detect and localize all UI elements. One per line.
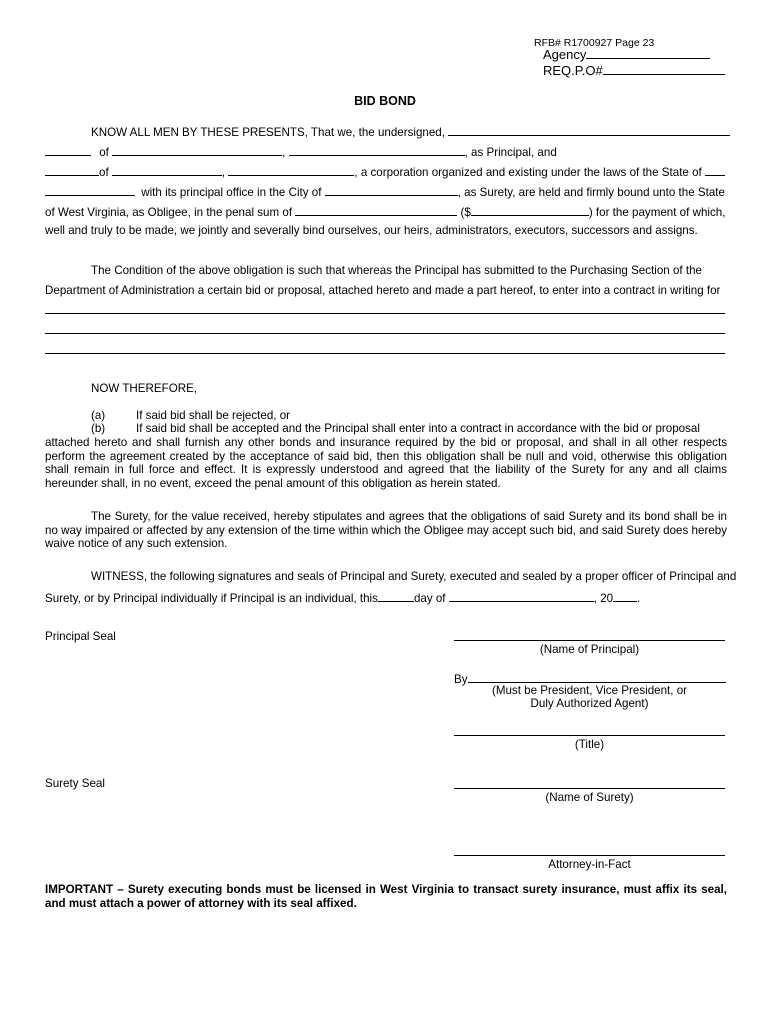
penal-sum-line bbox=[45, 204, 725, 219]
now-therefore-heading: NOW THEREFORE, bbox=[91, 382, 198, 395]
clause-b-body: attached hereto and shall furnish any other bonds and insurance required by the bid or proposal, and shall in all other respects perform the agreement created by the acceptance of said bid, then this obligation shall be null and void, otherwise this obligation shall remain in full force and effect. It is expressly understood and agreed that the liability of the Surety for any and all claims hereunder shall, in no event, exceed the penal amount of this obligation as herein stated. bbox=[45, 436, 727, 490]
clause-b-label: (b) bbox=[91, 422, 106, 435]
title-signature-line[interactable] bbox=[454, 735, 725, 736]
witness-individual-text: Surety, or by Principal individually if Principal is an individual, this bbox=[45, 592, 378, 605]
principal-signature-line[interactable] bbox=[454, 640, 725, 641]
witness-line-2 bbox=[45, 590, 640, 605]
by-label: By bbox=[454, 673, 468, 686]
attorney-in-fact-caption: Attorney-in-Fact bbox=[548, 858, 631, 871]
surety-seal-label: Surety Seal bbox=[45, 777, 105, 790]
contract-description-line-2[interactable] bbox=[45, 333, 725, 334]
clause-a bbox=[91, 409, 291, 422]
name-of-principal-caption: (Name of Principal) bbox=[539, 643, 640, 656]
req-po-field bbox=[543, 63, 725, 78]
month-blank[interactable] bbox=[449, 590, 594, 602]
dollar-sign: ($ bbox=[460, 206, 471, 219]
incorporation-state-blank[interactable] bbox=[705, 164, 725, 176]
condition-line-2: Department of Administration a certain bid or proposal, attached hereto and made a part hereof, to enter into a contract in writing for bbox=[45, 284, 721, 297]
witness-period: . bbox=[637, 592, 641, 605]
rfb-page-number: RFB# R1700927 Page 23 bbox=[534, 37, 655, 49]
req-po-label: REQ.P.O# bbox=[543, 63, 603, 78]
day-blank[interactable] bbox=[378, 590, 414, 602]
clause-b-first-text: If said bid shall be accepted and the Principal shall enter into a contract in accordance with the bid or proposal bbox=[136, 422, 700, 435]
clause-b-first-line bbox=[91, 422, 700, 435]
clause-a-label: (a) bbox=[91, 409, 106, 422]
principal-line bbox=[45, 144, 557, 159]
of-label-2: of bbox=[99, 166, 109, 179]
payment-text: ) for the payment of which, bbox=[588, 206, 726, 219]
principal-seal-label: Principal Seal bbox=[45, 630, 116, 643]
corporation-text: , a corporation organized and existing under the laws of the State of bbox=[354, 166, 702, 179]
condition-line-1: The Condition of the above obligation is such that whereas the Principal has submitted to the Purchasing Section of the bbox=[91, 264, 702, 277]
by-signature-blank[interactable] bbox=[468, 671, 726, 683]
authority-caption-line-1: (Must be President, Vice President, or bbox=[491, 684, 688, 697]
agency-field bbox=[543, 47, 710, 62]
day-of-text: day of bbox=[413, 592, 446, 605]
office-city-blank[interactable] bbox=[325, 184, 458, 196]
surety-office-line bbox=[45, 184, 725, 199]
comma-2: , bbox=[221, 166, 226, 179]
comma: , bbox=[282, 146, 286, 159]
as-principal-text: , as Principal, and bbox=[464, 146, 557, 159]
req-po-blank[interactable] bbox=[603, 63, 725, 75]
surety-signature-line[interactable] bbox=[454, 788, 725, 789]
west-virginia-text: of West Virginia, as Obligee, in the penal sum of bbox=[45, 206, 293, 219]
surety-office-blank[interactable] bbox=[45, 184, 135, 196]
document-title: BID BOND bbox=[354, 94, 416, 108]
agency-blank[interactable] bbox=[586, 47, 710, 59]
clause-a-text: If said bid shall be rejected, or bbox=[136, 409, 291, 422]
penal-sum-words-blank[interactable] bbox=[295, 204, 457, 216]
name-of-surety-caption: (Name of Surety) bbox=[545, 791, 634, 804]
surety-paragraph: The Surety, for the value received, hereby stipulates and agrees that the obligations of said Surety and its bond shall be in no way impaired or affected by any extension of the time within which the Obligee may accept such bid, and said Surety does hereby waive notice of any such extension. bbox=[45, 510, 727, 551]
title-caption: (Title) bbox=[574, 738, 605, 751]
contract-description-line-1[interactable] bbox=[45, 313, 725, 314]
surety-city-blank[interactable] bbox=[112, 164, 222, 176]
principal-state-blank[interactable] bbox=[289, 144, 465, 156]
authority-caption-line-2: Duly Authorized Agent) bbox=[530, 697, 649, 710]
surety-state-blank[interactable] bbox=[228, 164, 354, 176]
bind-ourselves-line: well and truly to be made, we jointly and severally bind ourselves, our heirs, administrators, executors, successors and assigns. bbox=[45, 224, 698, 237]
know-all-men-text: KNOW ALL MEN BY THESE PRESENTS, That we, the undersigned, bbox=[91, 126, 445, 139]
as-surety-text: , as Surety, are held and firmly bound unto the State bbox=[457, 186, 725, 199]
contract-description-line-3[interactable] bbox=[45, 353, 725, 354]
penal-sum-amount-blank[interactable] bbox=[471, 204, 589, 216]
of-label: of bbox=[99, 146, 109, 159]
important-notice: IMPORTANT – Surety executing bonds must be licensed in West Virginia to transact surety insurance, must affix its seal, and must attach a power of attorney with its seal affixed. bbox=[45, 883, 727, 910]
know-all-men-line bbox=[91, 124, 730, 139]
principal-city-blank[interactable] bbox=[112, 144, 282, 156]
year-blank[interactable] bbox=[613, 590, 637, 602]
undersigned-blank[interactable] bbox=[448, 124, 730, 136]
with-office-text: with its principal office in the City of bbox=[141, 186, 322, 199]
year-prefix: , 20 bbox=[593, 592, 614, 605]
witness-line-1: WITNESS, the following signatures and seals of Principal and Surety, executed and sealed by a proper officer of Principal and bbox=[91, 570, 737, 583]
attorney-signature-line[interactable] bbox=[454, 855, 725, 856]
agency-label: Agency bbox=[543, 47, 587, 62]
surety-corp-line bbox=[45, 164, 725, 179]
surety-name-blank[interactable] bbox=[45, 164, 99, 176]
principal-name-blank[interactable] bbox=[45, 144, 91, 156]
